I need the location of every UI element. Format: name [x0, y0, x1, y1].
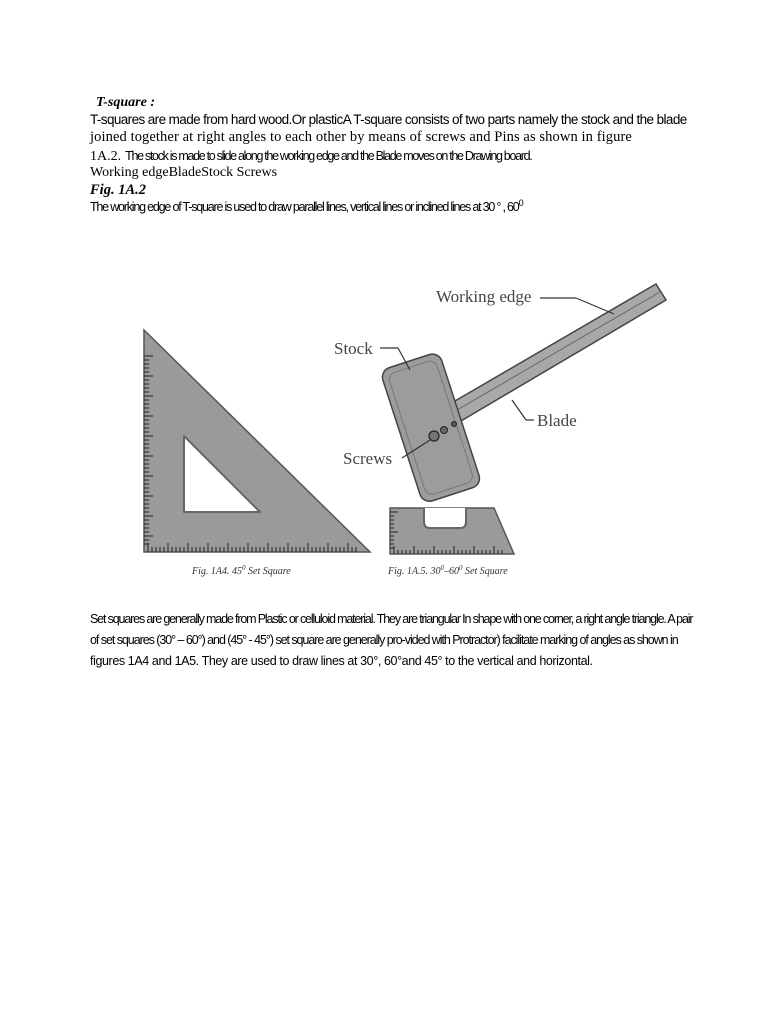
- screw-icon: [429, 431, 439, 441]
- screws-label: Screws: [343, 449, 393, 468]
- set-square-3060-cutout: [424, 508, 466, 528]
- working-edge-label: Working edge: [436, 287, 532, 306]
- working-edge-text: The working edge of T-square is used to draw parallel lines, vertical lines or inclined lines at 30 ° , 60: [90, 200, 519, 214]
- parts-list: Working edgeBladeStock Screws: [90, 165, 278, 180]
- blade-leader: [512, 400, 526, 420]
- stock-sentence: The stock is made to slide along the working edge and the Blade moves on the Drawing board.: [125, 149, 532, 163]
- screw-icon: [452, 422, 457, 427]
- degree-superscript: 0: [518, 197, 523, 208]
- screw-icon: [441, 427, 448, 434]
- set-squares-line-3: figures 1A4 and 1A5. They are used to draw lines at 30°, 60°and 45° to the vertical and horizontal.: [90, 654, 593, 668]
- set-squares-line-2: of set squares (30° – 60°) and (45° - 45°) set square are generally pro-vided with Protractor) facilitate marking of angles as shown in: [90, 633, 678, 647]
- set-squares-line-1: Set squares are generally made from Plastic or celluloid material. They are triangular In shape with one corner, a right angle triangle. A pair: [90, 612, 693, 626]
- set-square-3060-illustration: [386, 506, 516, 556]
- paragraph-line-3: [90, 147, 531, 165]
- tsquare-stock: [380, 352, 482, 502]
- stock-label: Stock: [334, 339, 373, 358]
- paragraph-line-2: joined together at right angles to each other by means of screws and Pins as shown in figure: [90, 129, 632, 145]
- section-heading: T-square :: [96, 95, 155, 110]
- tsquare-illustration: [330, 278, 680, 502]
- caption-45-set-square: Fig. 1A4. $45^0$ Set Square: [192, 564, 291, 577]
- figure-label: Fig. 1A.2: [90, 182, 146, 198]
- working-edge-leader: [576, 298, 614, 314]
- blade-label: Blade: [537, 411, 577, 430]
- figure-captions: [180, 562, 540, 580]
- figure-ref: 1A.2.: [90, 149, 122, 164]
- caption-3060-set-square: Fig. 1A.5. $30^0-60^0$ Set Square: [388, 564, 508, 577]
- paragraph-line-1: T-squares are made from hard wood.Or plasticA T-square consists of two parts namely the stock and the blade: [90, 112, 687, 127]
- paragraph-working-edge: [90, 197, 523, 215]
